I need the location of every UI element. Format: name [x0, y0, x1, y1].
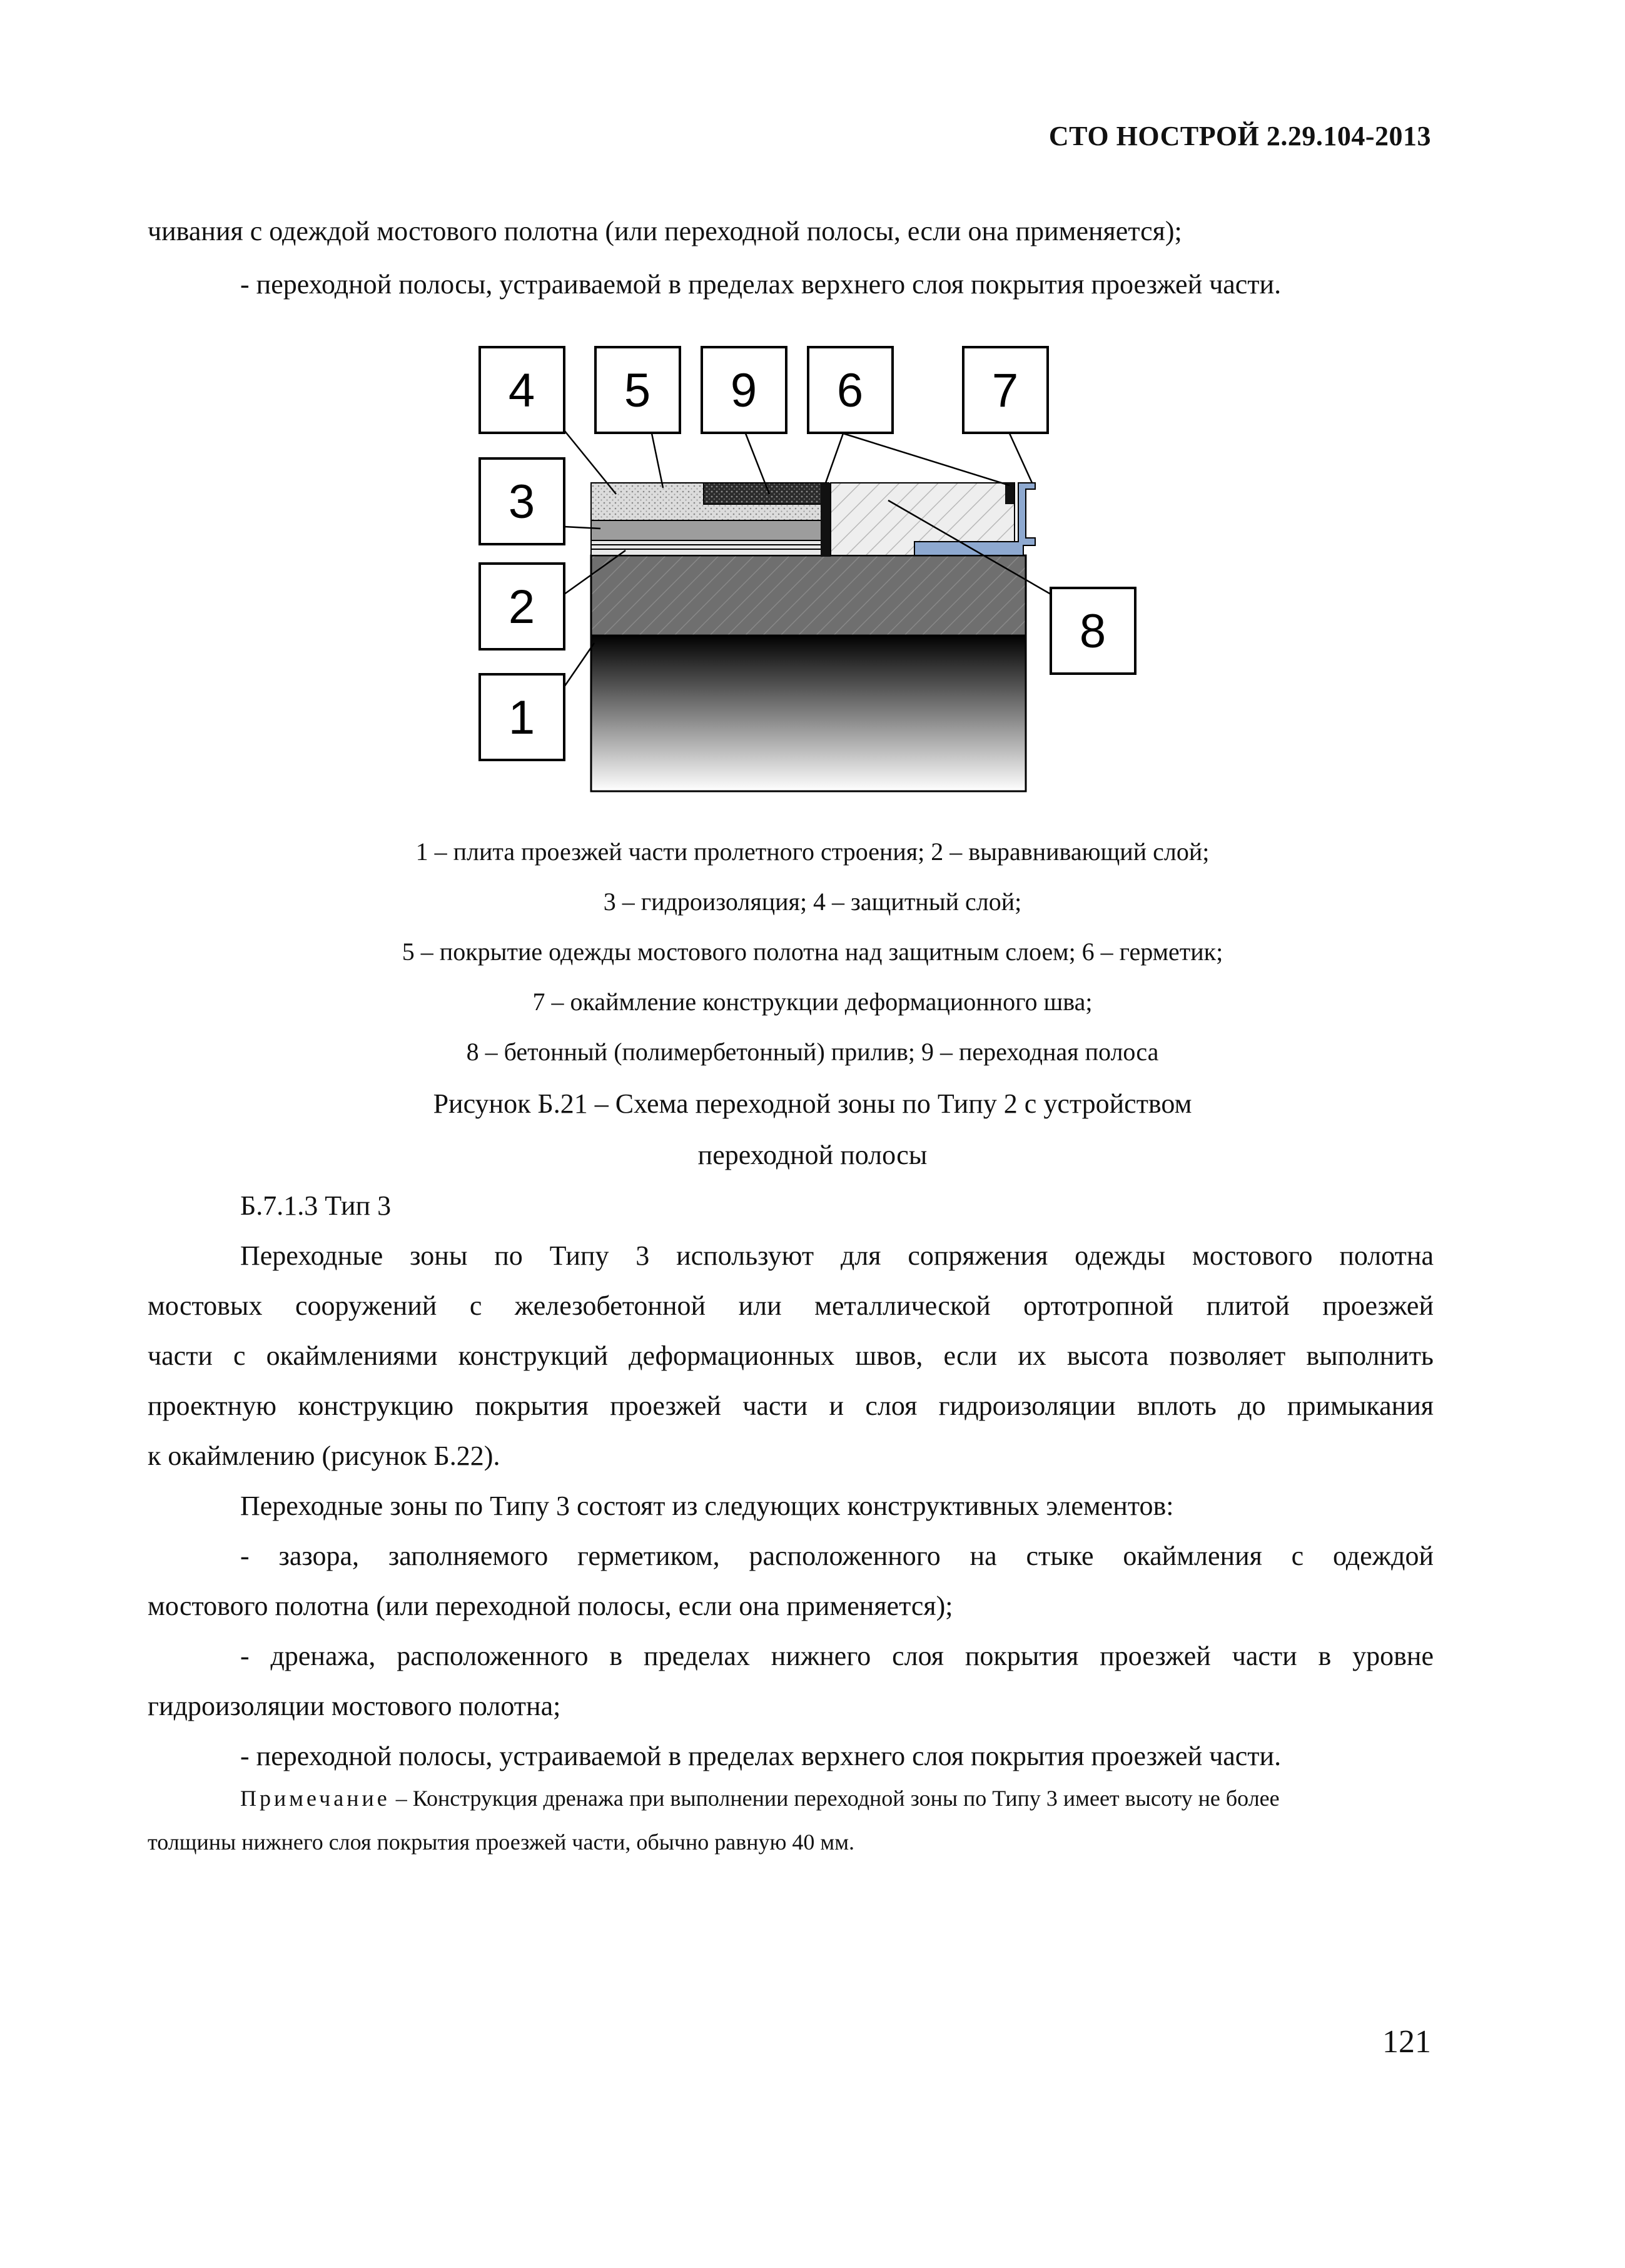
figure-legend-line: 1 – плита проезжей части пролетного строения; 2 – выравнивающий слой; [415, 838, 1210, 866]
svg-text:7: 7 [991, 364, 1019, 417]
svg-text:8: 8 [1079, 605, 1106, 658]
callout-8 [1051, 588, 1135, 674]
deck-slab [591, 635, 1026, 791]
paragraph-continuation: чивания с одеждой мостового полотна (или переходной полосы, если она применяется); [148, 216, 1182, 246]
callout-2 [480, 564, 564, 649]
transition-strip [704, 483, 826, 504]
list-item-transition-strip: - переходной полосы, устраиваемой в пределах верхнего слоя покрытия проезжей части. [240, 269, 1282, 300]
document-code-header: СТО НОСТРОЙ 2.29.104-2013 [1048, 121, 1431, 151]
svg-text:5: 5 [624, 364, 651, 417]
list-item-gap-cont: мостового полотна (или переходной полосы, если она применяется); [148, 1591, 953, 1621]
note-label: Примечание [240, 1786, 390, 1811]
section-heading: Б.7.1.3 Тип 3 [240, 1190, 392, 1221]
svg-text:3: 3 [508, 475, 535, 529]
figure-caption: Рисунок Б.21 – Схема переходной зоны по Типу 2 с устройством [433, 1088, 1192, 1119]
figure-caption-cont: переходной полосы [697, 1140, 928, 1170]
figure-legend-line: 7 – окаймление конструкции деформационного шва; [532, 988, 1093, 1016]
levelling-layer [591, 555, 1026, 635]
svg-text:4: 4 [508, 364, 535, 417]
paragraph-line: проектную конструкцию покрытия проезжей части и слоя гидроизоляции вплоть до примыкания [148, 1390, 1434, 1421]
svg-text:6: 6 [836, 364, 864, 417]
paragraph-line: Переходные зоны по Типу 3 используют для сопряжения одежды мостового полотна [240, 1240, 1434, 1271]
callout-4 [480, 347, 564, 433]
callout-7 [963, 347, 1048, 433]
callout-1 [480, 674, 564, 760]
list-item-transition-strip-2: - переходной полосы, устраиваемой в пределах верхнего слоя покрытия проезжей части. [240, 1741, 1282, 1771]
list-item-drainage-cont: гидроизоляции мостового полотна; [148, 1691, 561, 1721]
figure-legend-line: 3 – гидроизоляция; 4 – защитный слой; [603, 888, 1022, 916]
paragraph-line: мостовых сооружений с железобетонной или металлической ортотропной плитой проезжей [148, 1290, 1434, 1321]
page-number: 121 [1382, 2024, 1431, 2060]
svg-text:1: 1 [508, 691, 535, 744]
sealant-left [821, 483, 831, 557]
svg-text:9: 9 [730, 364, 757, 417]
callout-5 [595, 347, 680, 433]
paragraph-line: части с окаймлениями конструкций деформационных швов, если их высота позволяет выполнить [148, 1340, 1434, 1371]
list-item-drainage: - дренажа, расположенного в пределах нижнего слоя покрытия проезжей части в уровне [240, 1641, 1434, 1671]
protective-layer [591, 520, 829, 540]
paragraph-line: к окаймлению (рисунок Б.22). [148, 1440, 500, 1471]
transition-zone-diagram [475, 338, 1176, 801]
note-line-cont: толщины нижнего слоя покрытия проезжей части, обычно равную 40 мм. [148, 1830, 854, 1855]
figure-legend-line: 8 – бетонный (полимербетонный) прилив; 9 – переходная полоса [466, 1038, 1159, 1066]
svg-text:2: 2 [508, 580, 535, 634]
note-line [148, 1776, 1434, 1820]
waterproofing-layer [591, 540, 829, 555]
figure-legend-line: 5 – покрытие одежды мостового полотна над защитным слоем; 6 – герметик; [402, 938, 1223, 966]
callout-3 [480, 458, 564, 544]
sealant-right [1005, 483, 1014, 504]
list-item-gap: - зазора, заполняемого герметиком, расположенного на стыке окаймления с одеждой [240, 1541, 1434, 1571]
paragraph-elements: Переходные зоны по Типу 3 состоят из следующих конструктивных элементов: [240, 1491, 1174, 1521]
callout-6 [808, 347, 893, 433]
note-text: – Конструкция дренажа при выполнении переходной зоны по Типу 3 имеет высоту не более [390, 1786, 1280, 1811]
callout-9 [702, 347, 786, 433]
